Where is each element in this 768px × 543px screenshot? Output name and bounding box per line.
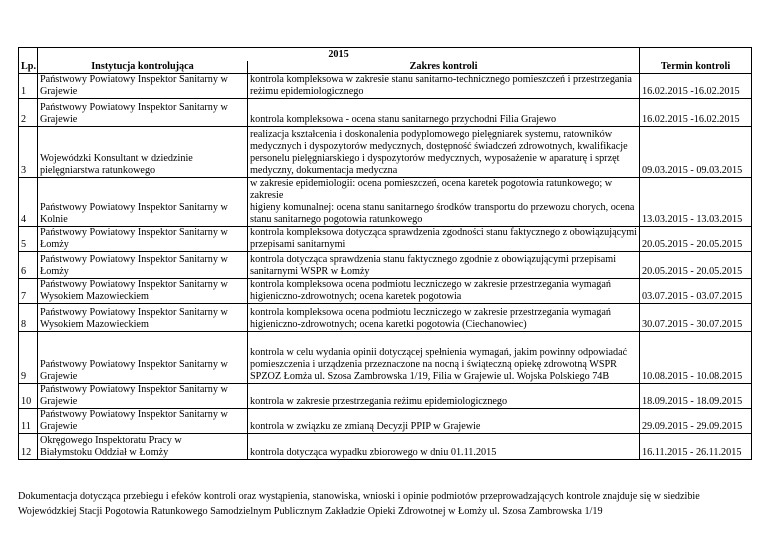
row-date: 30.07.2015 - 30.07.2015	[640, 303, 752, 331]
row-institution: Okręgowego Inspektoratu Pracy w Białymstoku Oddział w Łomży	[38, 433, 248, 459]
table-row	[19, 251, 752, 278]
row-scope: realizacja kształcenia i doskonalenia podyplomowego pielęgniarek systemu, ratowników medycznych i dyspozytorów medycznych, dostępność świadczeń zdrowotnych, kwalifikacje personelu pielęgniarskiego i dyspozytorów medycznych, wyposażenie w aparaturę i sprzęt medyczny, dokumentacja medyczna	[248, 126, 640, 177]
row-lp: 10	[19, 383, 38, 408]
table-row	[19, 278, 752, 303]
row-date: 09.03.2015 - 09.03.2015	[640, 126, 752, 177]
row-date: 18.09.2015 - 18.09.2015	[640, 383, 752, 408]
header-scope: Zakres kontroli	[248, 61, 640, 74]
row-date: 20.05.2015 - 20.05.2015	[640, 226, 752, 251]
table-row	[19, 98, 752, 126]
row-date: 16.11.2015 - 26.11.2015	[640, 433, 752, 459]
row-lp: 9	[19, 331, 38, 383]
row-institution: Państwowy Powiatowy Inspektor Sanitarny w Wysokiem Mazowieckiem	[38, 303, 248, 331]
row-lp: 4	[19, 177, 38, 226]
row-scope: kontrola dotycząca wypadku zbiorowego w dniu 01.11.2015	[248, 433, 640, 459]
row-institution: Państwowy Powiatowy Inspektor Sanitarny w Grajewie	[38, 98, 248, 126]
table-row	[19, 408, 752, 433]
row-date: 03.07.2015 - 03.07.2015	[640, 278, 752, 303]
year-heading: 2015	[38, 48, 640, 61]
row-institution: Państwowy Powiatowy Inspektor Sanitarny w Łomży	[38, 226, 248, 251]
row-institution: Państwowy Powiatowy Inspektor Sanitarny w Grajewie	[38, 73, 248, 98]
row-scope: kontrola w związku ze zmianą Decyzji PPIP w Grajewie	[248, 408, 640, 433]
inspection-table	[18, 47, 752, 460]
row-lp: 5	[19, 226, 38, 251]
footnote-line-2: Wojewódzkiej Stacji Pogotowia Ratunkowego Samodzielnym Publicznym Zakładzie Opieki Zdrowotnej w Łomży ul. Szosa Zambrowska 1/19	[18, 506, 603, 517]
row-date: 20.05.2015 - 20.05.2015	[640, 251, 752, 278]
row-lp: 8	[19, 303, 38, 331]
header-date: Termin kontroli	[640, 61, 752, 74]
table-row	[19, 303, 752, 331]
header-lp: Lp.	[19, 61, 38, 74]
row-institution: Państwowy Powiatowy Inspektor Sanitarny w Kolnie	[38, 177, 248, 226]
header-institution: Instytucja kontrolująca	[38, 61, 248, 74]
row-scope: kontrola w zakresie przestrzegania reżimu epidemiologicznego	[248, 383, 640, 408]
row-date: 13.03.2015 - 13.03.2015	[640, 177, 752, 226]
table-row	[19, 433, 752, 459]
row-date: 10.08.2015 - 10.08.2015	[640, 331, 752, 383]
row-institution: Państwowy Powiatowy Inspektor Sanitarny w Grajewie	[38, 383, 248, 408]
row-scope: kontrola w celu wydania opinii dotyczącej spełnienia wymagań, jakim powinny odpowiadać pomieszczenia i urządzenia przeznaczone na nocną i świąteczną opiekę zdrowotną WSPR SPZOZ Łomża ul. Szosa Zambrowska 1/19, Filia w Grajewie ul. Wojska Polskiego 74B	[248, 331, 640, 383]
row-lp: 12	[19, 433, 38, 459]
row-scope: kontrola kompleksowa ocena podmiotu leczniczego w zakresie przestrzegania wymagań higieniczno-zdrowotnych; ocena karetek pogotowia	[248, 278, 640, 303]
row-institution: Państwowy Powiatowy Inspektor Sanitarny w Grajewie	[38, 408, 248, 433]
table-row	[19, 331, 752, 383]
row-lp: 6	[19, 251, 38, 278]
row-lp: 7	[19, 278, 38, 303]
row-date: 16.02.2015 -16.02.2015	[640, 73, 752, 98]
row-lp: 11	[19, 408, 38, 433]
row-date: 16.02.2015 -16.02.2015	[640, 98, 752, 126]
table-row	[19, 177, 752, 226]
table-row	[19, 383, 752, 408]
row-scope: kontrola kompleksowa dotycząca sprawdzenia zgodności stanu faktycznego z obowiązującymi przepisami sanitarnymi	[248, 226, 640, 251]
row-date: 29.09.2015 - 29.09.2015	[640, 408, 752, 433]
row-scope: kontrola kompleksowa w zakresie stanu sanitarno-technicznego pomieszczeń i przestrzegania reżimu epidemiologicznego	[248, 73, 640, 98]
row-lp: 2	[19, 98, 38, 126]
footnote-line-1: Dokumentacja dotycząca przebiegu i efeków kontroli oraz wystąpienia, stanowiska, wnioski i opinie podmiotów przeprowadzających kontrole znajduje się w siedzibie	[18, 491, 700, 502]
row-scope: kontrola kompleksowa - ocena stanu sanitarnego przychodni Filia Grajewo	[248, 98, 640, 126]
row-institution: Wojewódzki Konsultant w dziedzinie pielęgniarstwa ratunkowego	[38, 126, 248, 177]
row-lp: 1	[19, 73, 38, 98]
table-row	[19, 73, 752, 98]
row-scope: kontrola dotycząca sprawdzenia stanu faktycznego zgodnie z obowiązującymi przepisami sanitarnymi WSPR w Łomży	[248, 251, 640, 278]
row-institution: Państwowy Powiatowy Inspektor Sanitarny w Wysokiem Mazowieckiem	[38, 278, 248, 303]
table-row	[19, 226, 752, 251]
row-lp: 3	[19, 126, 38, 177]
footnote	[18, 489, 758, 519]
row-institution: Państwowy Powiatowy Inspektor Sanitarny w Łomży	[38, 251, 248, 278]
row-scope: w zakresie epidemiologii: ocena pomieszczeń, ocena karetek pogotowia ratunkowego; w zakresie higieny komunalnej: ocena stanu sanitarnego środków transportu do przewozu chorych, ocena stanu sanitarnego pogotowia ratunkowego	[248, 177, 640, 226]
row-institution: Państwowy Powiatowy Inspektor Sanitarny w Grajewie	[38, 331, 248, 383]
table-row	[19, 126, 752, 177]
row-scope: kontrola kompleksowa ocena podmiotu leczniczego w zakresie przestrzegania wymagań higieniczno-zdrowotnych; ocena karetki pogotowia (Ciechanowiec)	[248, 303, 640, 331]
